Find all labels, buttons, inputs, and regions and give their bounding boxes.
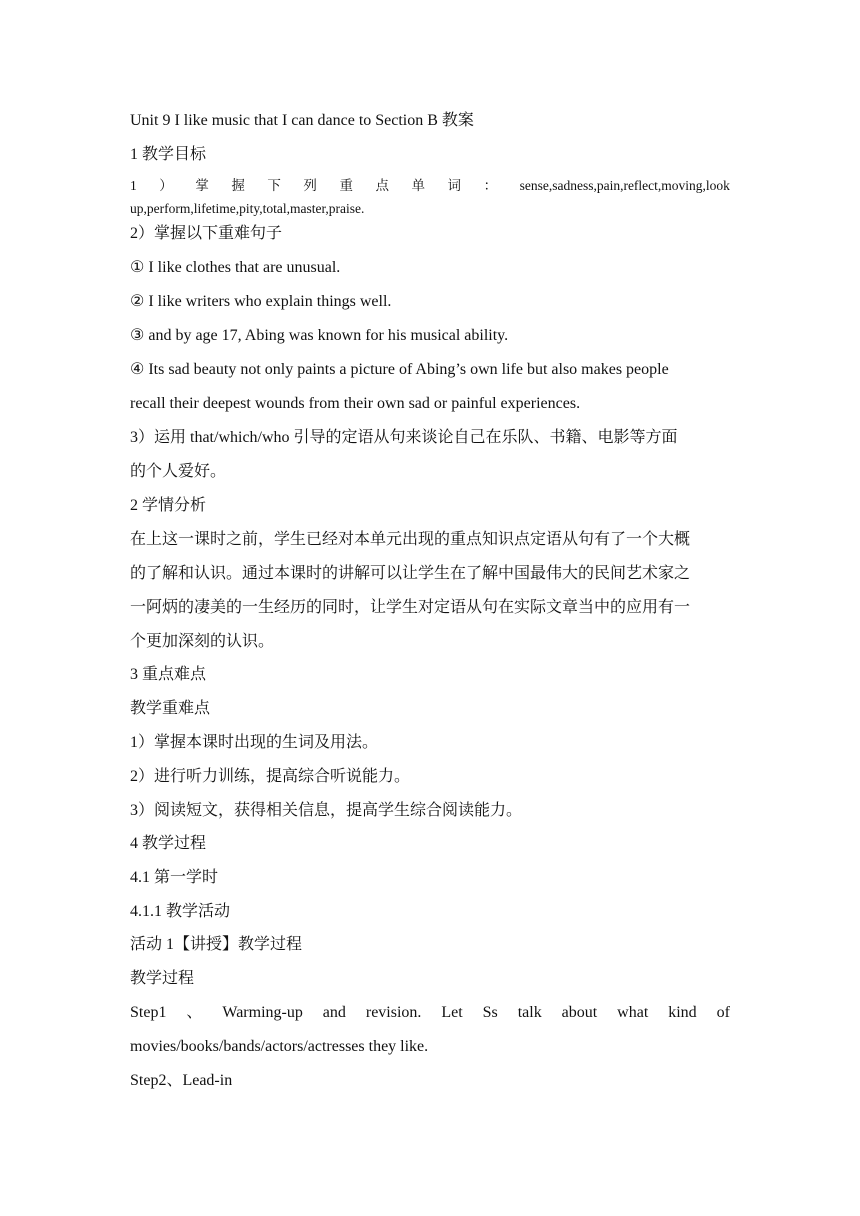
objective-3: 3）运用 that/which/who 引导的定语从句来谈论自己在乐队、书籍、电影等方面 — [130, 429, 678, 446]
section-3-heading: 3 重点难点 — [130, 666, 207, 683]
step-1-token: Ss — [482, 1004, 498, 1021]
objective-1-char: 1 — [130, 178, 137, 193]
objective-1-char: 下 — [267, 178, 281, 193]
objective-1-char: 握 — [231, 178, 245, 193]
step-1-token: talk — [517, 1004, 542, 1021]
objective-1-char: 重 — [339, 178, 353, 193]
objective-1-words: sense,sadness,pain,reflect,moving,look — [519, 178, 730, 193]
sentence-3: ③ and by age 17, Abing was known for his musical ability. — [130, 327, 509, 344]
objective-1-line — [130, 176, 730, 196]
analysis-line: 的了解和认识。通过本课时的讲解可以让学生在了解中国最伟大的民间艺术家之 — [130, 565, 691, 582]
process-heading: 教学过程 — [130, 970, 195, 987]
step-1-token: revision. — [365, 1004, 422, 1021]
step-2: Step2、Lead-in — [130, 1072, 233, 1089]
key-point-item: 2）进行听力训练，提高综合听说能力。 — [130, 768, 411, 785]
key-point-item: 3）阅读短文，获得相关信息，提高学生综合阅读能力。 — [130, 802, 523, 819]
step-1-token: what — [617, 1004, 649, 1021]
step-1-continuation: movies/books/bands/actors/actresses they like. — [130, 1038, 429, 1055]
section-4-sub1: 4.1 第一学时 — [130, 869, 219, 886]
sentence-4: ④ Its sad beauty not only paints a picture of Abing’s own life but also makes people — [130, 361, 669, 378]
section-4-sub2: 4.1.1 教学活动 — [130, 903, 231, 920]
sentence-4-continuation: recall their deepest wounds from their own sad or painful experiences. — [130, 395, 581, 412]
step-1-token: Warming-up — [222, 1004, 303, 1021]
key-point-item: 1）掌握本课时出现的生词及用法。 — [130, 734, 379, 751]
objective-1-char: 掌 — [195, 178, 209, 193]
step-1-token: about — [561, 1004, 598, 1021]
objective-2: 2）掌握以下重难句子 — [130, 225, 283, 242]
objective-1-char: ） — [159, 178, 173, 193]
objective-1-char: 单 — [411, 178, 425, 193]
step-1-token: 、 — [186, 1004, 203, 1021]
step-1-token: of — [716, 1004, 730, 1021]
analysis-line: 个更加深刻的认识。 — [130, 633, 275, 650]
section-4-heading: 4 教学过程 — [130, 835, 207, 852]
activity-heading: 活动 1【讲授】教学过程 — [130, 936, 303, 953]
objective-1-char: 列 — [303, 178, 317, 193]
document-title: Unit 9 I like music that I can dance to Section B 教案 — [130, 112, 474, 129]
objective-1-char: ： — [483, 178, 498, 193]
step-1-token: Let — [441, 1004, 463, 1021]
objective-1-continuation: up,perform,lifetime,pity,total,master,praise. — [130, 201, 365, 216]
sentence-2: ② I like writers who explain things well. — [130, 293, 392, 310]
section-1-heading: 1 教学目标 — [130, 146, 207, 163]
step-1-token: Step1 — [130, 1004, 167, 1021]
objective-3-continuation: 的个人爱好。 — [130, 463, 227, 480]
step-1-token: kind — [668, 1004, 697, 1021]
analysis-line: 在上这一课时之前，学生已经对本单元出现的重点知识点定语从句有了一个大概 — [130, 531, 691, 548]
step-1-line — [130, 1003, 730, 1023]
section-3-subheading: 教学重难点 — [130, 700, 211, 717]
objective-1-char: 词 — [447, 178, 462, 193]
section-2-heading: 2 学情分析 — [130, 497, 207, 514]
analysis-line: 一阿炳的凄美的一生经历的同时，让学生对定语从句在实际文章当中的应用有一 — [130, 599, 691, 616]
sentence-1: ① I like clothes that are unusual. — [130, 259, 341, 276]
objective-1-char: 点 — [375, 178, 389, 193]
step-1-token: and — [322, 1004, 346, 1021]
